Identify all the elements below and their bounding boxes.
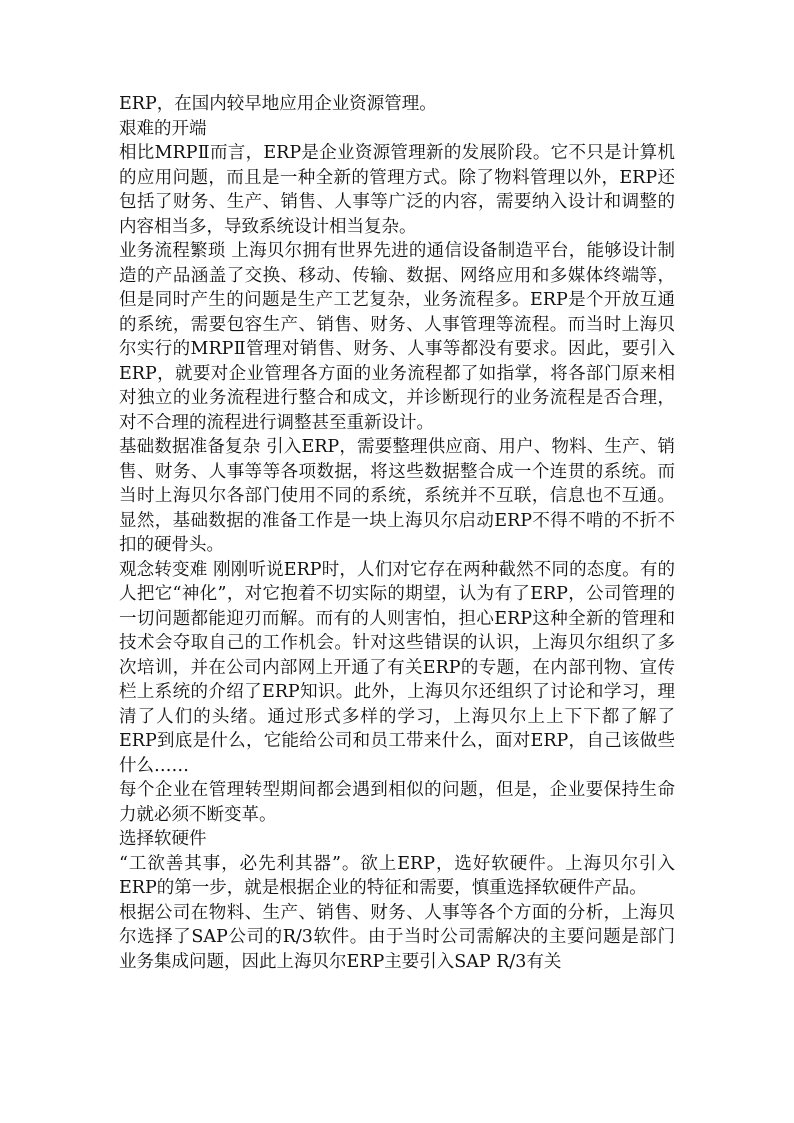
paragraph-tools: “工欲善其事，必先利其器”。欲上ERP，选好软硬件。上海贝尔引入ERP的第一步，就是根据企业的特征和需要，慎重选择软硬件产品。 — [119, 853, 675, 898]
paragraph-transformation: 每个企业在管理转型期间都会遇到相似的问题，但是，企业要保持生命力就必须不断变革。 — [119, 780, 675, 825]
heading-choose-software: 选择软硬件 — [119, 829, 207, 849]
paragraph-sap-choice: 根据公司在物料、生产、销售、财务、人事等各个方面的分析，上海贝尔选择了SAP公司的R/3软件。由于当时公司需解决的主要问题是部门业务集成问题，因此上海贝尔ERP主要引入SAP R/3有关 — [119, 902, 675, 972]
heading-difficult-start: 艰难的开端 — [119, 118, 207, 139]
paragraph-base-data: 基础数据准备复杂 引入ERP，需要整理供应商、用户、物料、生产、销售、财务、人事等等各项数据，将这些数据整合成一个连贯的系统。而当时上海贝尔各部门使用不同的系统，系统并不互联，信息也不互通。显然，基础数据的准备工作是一块上海贝尔启动ERP不得不啃的不折不扣的硬骨头。 — [119, 437, 675, 555]
document-body — [119, 92, 675, 974]
paragraph-intro: ERP，在国内较早地应用企业资源管理。 — [119, 94, 437, 114]
paragraph-business-process: 业务流程繁琐 上海贝尔拥有世界先进的通信设备制造平台，能够设计制造的产品涵盖了交换、移动、传输、数据、网络应用和多媒体终端等，但是同时产生的问题是生产工艺复杂，业务流程多。ERP是个开放互通的系统，需要包容生产、销售、财务、人事管理等流程。而当时上海贝尔实行的MRPⅡ管理对销售、财务、人事等都没有要求。因此，要引入ERP，就要对企业管理各方面的业务流程都了如指掌，将各部门原来相对独立的业务流程进行整合和成文，并诊断现行的业务流程是否合理，对不合理的流程进行调整甚至重新设计。 — [119, 241, 675, 433]
paragraph-mindset-change: 观念转变难 刚刚听说ERP时，人们对它存在两种截然不同的态度。有的人把它“神化”，对它抱着不切实际的期望，认为有了ERP，公司管理的一切问题都能迎刃而解。而有的人则害怕，担心ERP这种全新的管理和技术会夺取自己的工作机会。针对这些错误的认识，上海贝尔组织了多次培训，并在公司内部网上开通了有关ERP的专题，在内部刊物、宣传栏上系统的介绍了ERP知识。此外，上海贝尔还组织了讨论和学习，理清了人们的头绪。通过形式多样的学习，上海贝尔上上下下都了解了ERP到底是什么，它能给公司和员工带来什么，面对ERP，自己该做些什么…… — [119, 559, 675, 776]
paragraph-erp-vs-mrp: 相比MRPⅡ而言，ERP是企业资源管理新的发展阶段。它不只是计算机的应用问题，而且是一种全新的管理方式。除了物料管理以外，ERP还包括了财务、生产、销售、人事等广泛的内容，需要纳入设计和调整的内容相当多，导致系统设计相当复杂。 — [119, 143, 675, 237]
